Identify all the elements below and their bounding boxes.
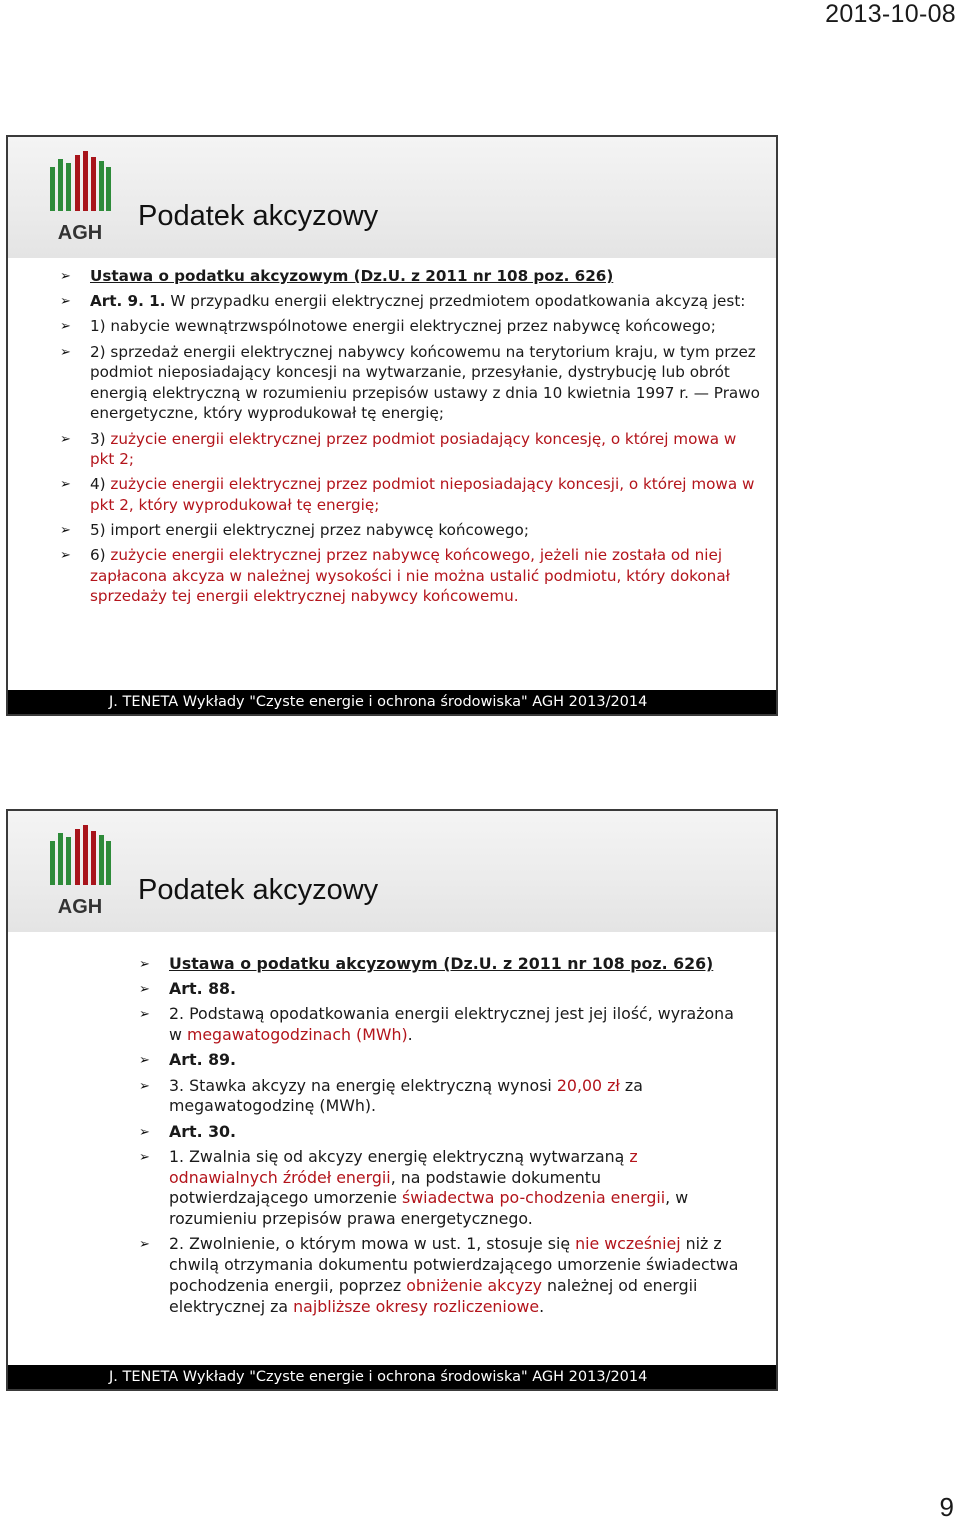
arrow-bullet-icon: ➢ [139, 1007, 150, 1023]
svg-text:AGH: AGH [57, 896, 103, 918]
arrow-bullet-icon: ➢ [139, 957, 150, 972]
list-item: ➢ 4) zużycie energii elektrycznej przez podmiot nieposiadający koncesji, o której mowa w pkt 2, który wyprodukował tę energię; [60, 475, 755, 514]
list-item: ➢ Ustawa o podatku akcyzowym (Dz.U. z 2011 nr 108 poz. 626) [139, 954, 739, 975]
arrow-bullet-icon: ➢ [60, 319, 71, 335]
slide-1-bullets [60, 266, 760, 612]
page-number: 9 [939, 1492, 954, 1522]
list-item: ➢ 5) import energii elektrycznej przez nabywcę końcowego; [60, 520, 760, 541]
arrow-bullet-icon: ➢ [139, 1149, 150, 1165]
slide-title: Podatek akcyzowy [138, 200, 379, 232]
list-item: ➢ 1. Zwalnia się od akcyzy energię elektryczną wytwarzaną z odnawialnych źródeł energii, na podstawie dokumentu potwierdzającego umorzenie świadectwa po-chodzenia energii, w rozumieniu przepisów prawa energetycznego. [139, 1146, 689, 1229]
list-item: ➢ Ustawa o podatku akcyzowym (Dz.U. z 2011 nr 108 poz. 626) [60, 266, 760, 287]
arrow-bullet-icon: ➢ [139, 1237, 150, 1253]
arrow-bullet-icon: ➢ [60, 344, 71, 360]
list-item: ➢ Art. 9. 1. W przypadku energii elektrycznej przedmiotem opodatkowania akcyzą jest: [60, 291, 760, 312]
agh-logo [48, 819, 112, 923]
slide-1 [6, 135, 778, 716]
arrow-bullet-icon: ➢ [139, 1053, 150, 1069]
arrow-bullet-icon: ➢ [60, 477, 71, 493]
list-item: ➢ 1) nabycie wewnątrzwspólnotowe energii elektrycznej przez nabywcę końcowego; [60, 316, 760, 337]
arrow-bullet-icon: ➢ [139, 1124, 150, 1140]
arrow-bullet-icon: ➢ [60, 294, 71, 310]
list-item: ➢ Art. 30. [139, 1122, 739, 1143]
list-item: ➢ Art. 89. [139, 1050, 739, 1071]
slide-footer: J. TENETA Wykłady "Czyste energie i ochrona środowiska" AGH 2013/2014 [8, 1365, 776, 1389]
arrow-bullet-icon: ➢ [60, 548, 71, 564]
arrow-bullet-icon: ➢ [60, 523, 71, 539]
slide-header [8, 137, 776, 258]
list-item: ➢ 2. Podstawą opodatkowania energii elektrycznej jest jej ilość, wyrażona w megawatogodzinach (MWh). [139, 1004, 734, 1045]
list-item: ➢ 3. Stawka akcyzy na energię elektryczną wynosi 20,00 zł za megawatogodzinę (MWh). [139, 1075, 643, 1116]
arrow-bullet-icon: ➢ [60, 269, 71, 284]
agh-logo [48, 145, 112, 249]
list-item: ➢ 6) zużycie energii elektrycznej przez nabywcę końcowego, jeżeli nie została od niej zapłacona akcyza w należnej wysokości i nie można ustalić podmiotu, który dokonał sprzedaży tej energii elektrycznej nabywcy końcowemu. [60, 546, 730, 606]
slide-header [8, 811, 776, 932]
list-item: ➢ 2. Zwolnienie, o którym mowa w ust. 1, stosuje się nie wcześniej niż z chwilą otrzymania dokumentu potwierdzającego umorzenie świadectwa pochodzenia energii, poprzez obniżenie akcyzy należnej od energii elektrycznej za najbliższe okresy rozliczeniowe. [139, 1234, 739, 1316]
list-item: ➢ 2) sprzedaż energii elektrycznej nabywcy końcowemu na terytorium kraju, w tym przez podmiot nieposiadający koncesji na wytwarzanie, przesyłanie, dystrybucję lub obrót energią elektryczną w rozumieniu przepisów ustawy z dnia 10 kwietnia 1997 r. — Prawo energetyczne, który wyprodukował tę energię; [60, 342, 760, 423]
arrow-bullet-icon: ➢ [139, 1078, 150, 1094]
list-item: ➢ 3) zużycie energii elektrycznej przez podmiot posiadający koncesję, o której mowa w pkt 2; [60, 429, 737, 469]
arrow-bullet-icon: ➢ [139, 982, 150, 998]
arrow-bullet-icon: ➢ [60, 431, 71, 447]
slide-2-bullets [139, 954, 739, 1322]
slide-2 [6, 809, 778, 1391]
svg-text:AGH: AGH [57, 222, 103, 244]
page-date: 2013-10-08 [825, 0, 956, 28]
slide-title: Podatek akcyzowy [138, 874, 379, 906]
list-item: ➢ Art. 88. [139, 979, 739, 1000]
slide-footer: J. TENETA Wykłady "Czyste energie i ochrona środowiska" AGH 2013/2014 [8, 690, 776, 714]
